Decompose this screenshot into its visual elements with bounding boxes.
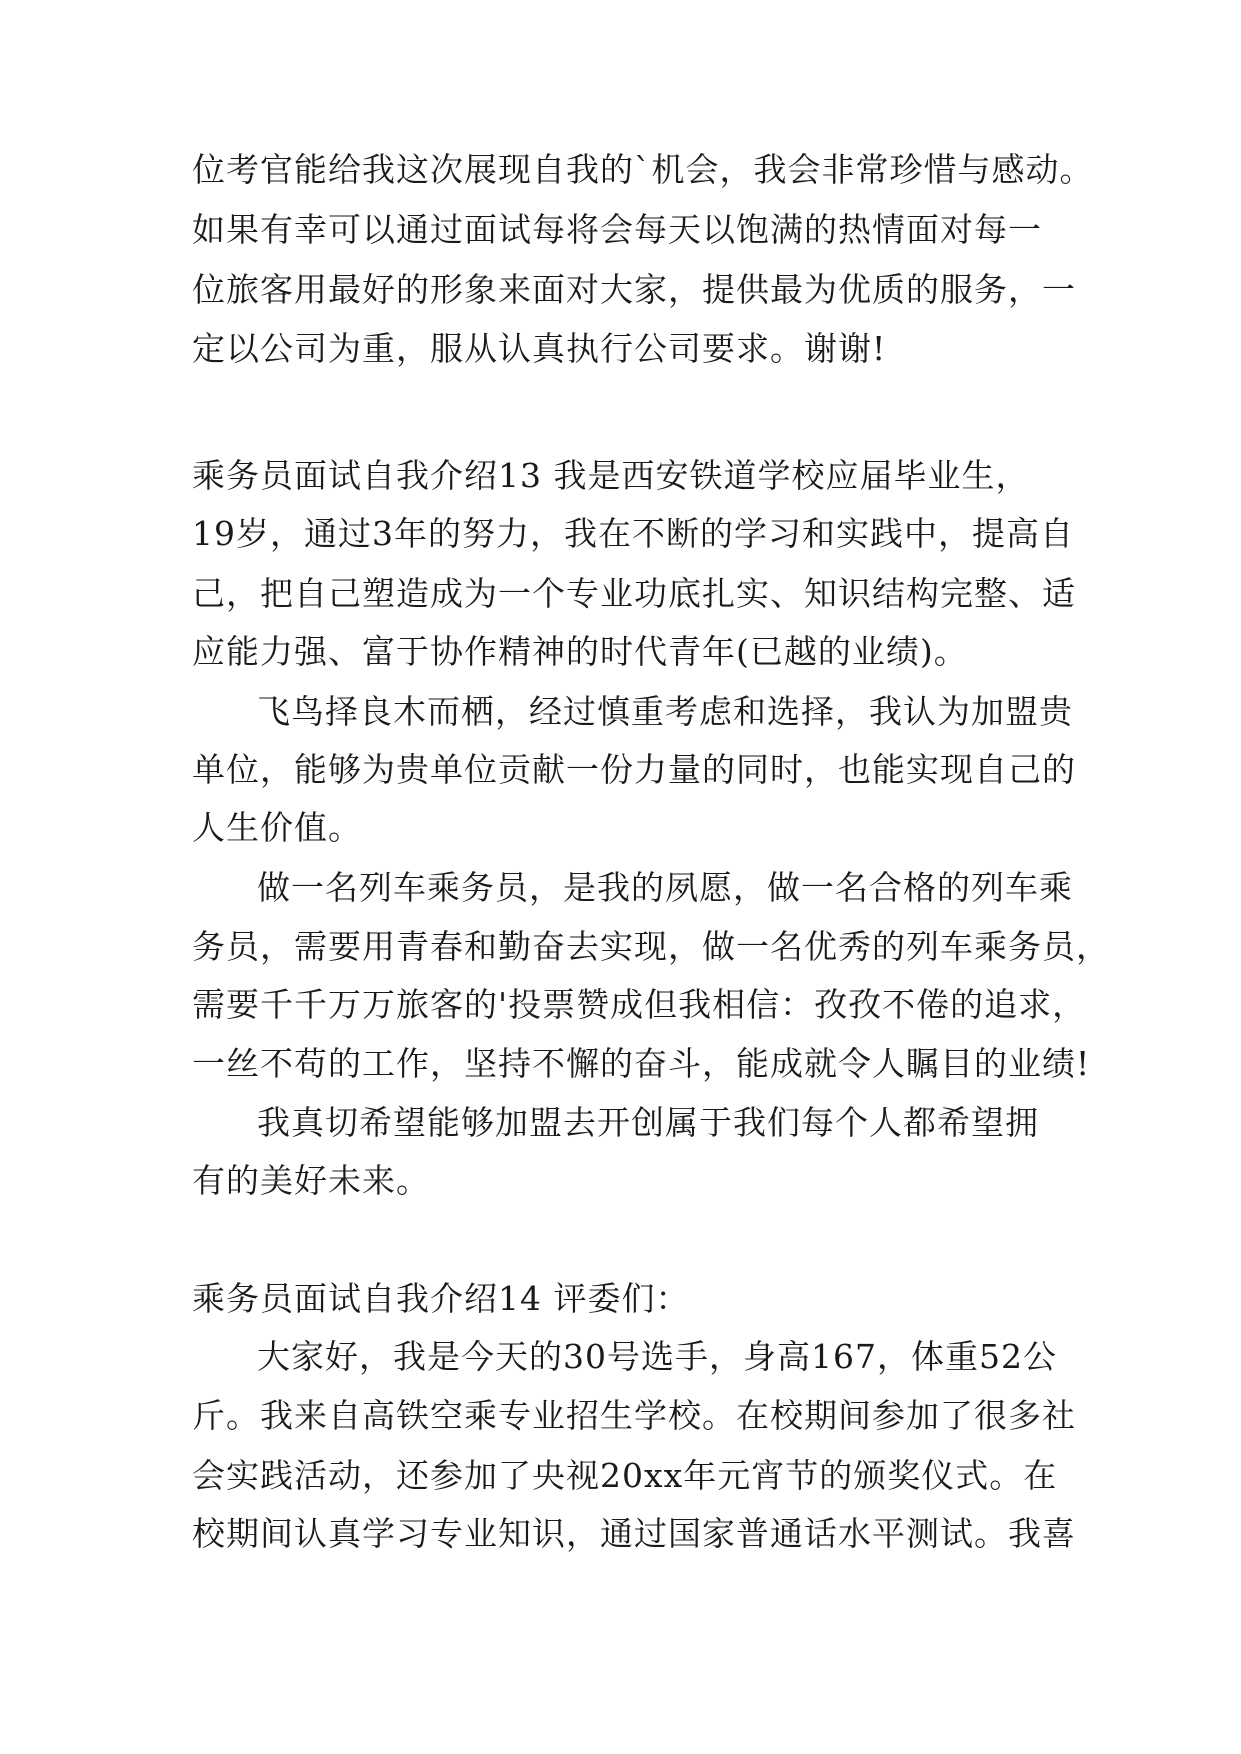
text-line: 飞鸟择良木而栖，经过慎重考虑和选择，我认为加盟贵: [257, 692, 1073, 731]
text-line: 务员，需要用青春和勤奋去实现，做一名优秀的列车乘务员，: [192, 927, 1110, 966]
text-line: 己，把自己塑造成为一个专业功底扎实、知识结构完整、适: [192, 574, 1076, 613]
text-line: 大家好，我是今天的30号选手，身高167，体重52公: [257, 1337, 1057, 1376]
text-line: 有的美好未来。: [192, 1161, 430, 1200]
text-line: 应能力强、富于协作精神的时代青年(已越的业绩)。: [192, 632, 968, 671]
text-line: 校期间认真学习专业知识，通过国家普通话水平测试。我喜: [192, 1514, 1076, 1553]
section-heading-13: 乘务员面试自我介绍13 我是西安铁道学校应届毕业生，: [192, 456, 1030, 495]
text-line: 需要千千万万旅客的'投票赞成但我相信：孜孜不倦的追求，: [192, 985, 1087, 1024]
text-line: 会实践活动，还参加了央视20xx年元宵节的颁奖仪式。在: [192, 1456, 1058, 1495]
text-line: 人生价值。: [192, 808, 362, 847]
text-line: 位考官能给我这次展现自我的`机会，我会非常珍惜与感动。: [192, 150, 1094, 189]
text-line: 一丝不苟的工作，坚持不懈的奋斗，能成就令人瞩目的业绩!: [192, 1044, 1091, 1083]
text-line: 定以公司为重，服从认真执行公司要求。谢谢!: [192, 329, 887, 368]
text-line: 单位，能够为贵单位贡献一份力量的同时，也能实现自己的: [192, 750, 1076, 789]
text-line: 如果有幸可以通过面试每将会每天以饱满的热情面对每一: [192, 210, 1042, 249]
text-line: 19岁，通过3年的努力，我在不断的学习和实践中，提高自: [192, 514, 1074, 553]
text-line: 做一名列车乘务员，是我的夙愿，做一名合格的列车乘: [257, 868, 1073, 907]
text-line: 斤。我来自高铁空乘专业招生学校。在校期间参加了很多社: [192, 1396, 1076, 1435]
section-heading-14: 乘务员面试自我介绍14 评委们：: [192, 1279, 690, 1318]
text-line: 我真切希望能够加盟去开创属于我们每个人都希望拥: [257, 1103, 1039, 1142]
text-line: 位旅客用最好的形象来面对大家，提供最为优质的服务，一: [192, 270, 1076, 309]
